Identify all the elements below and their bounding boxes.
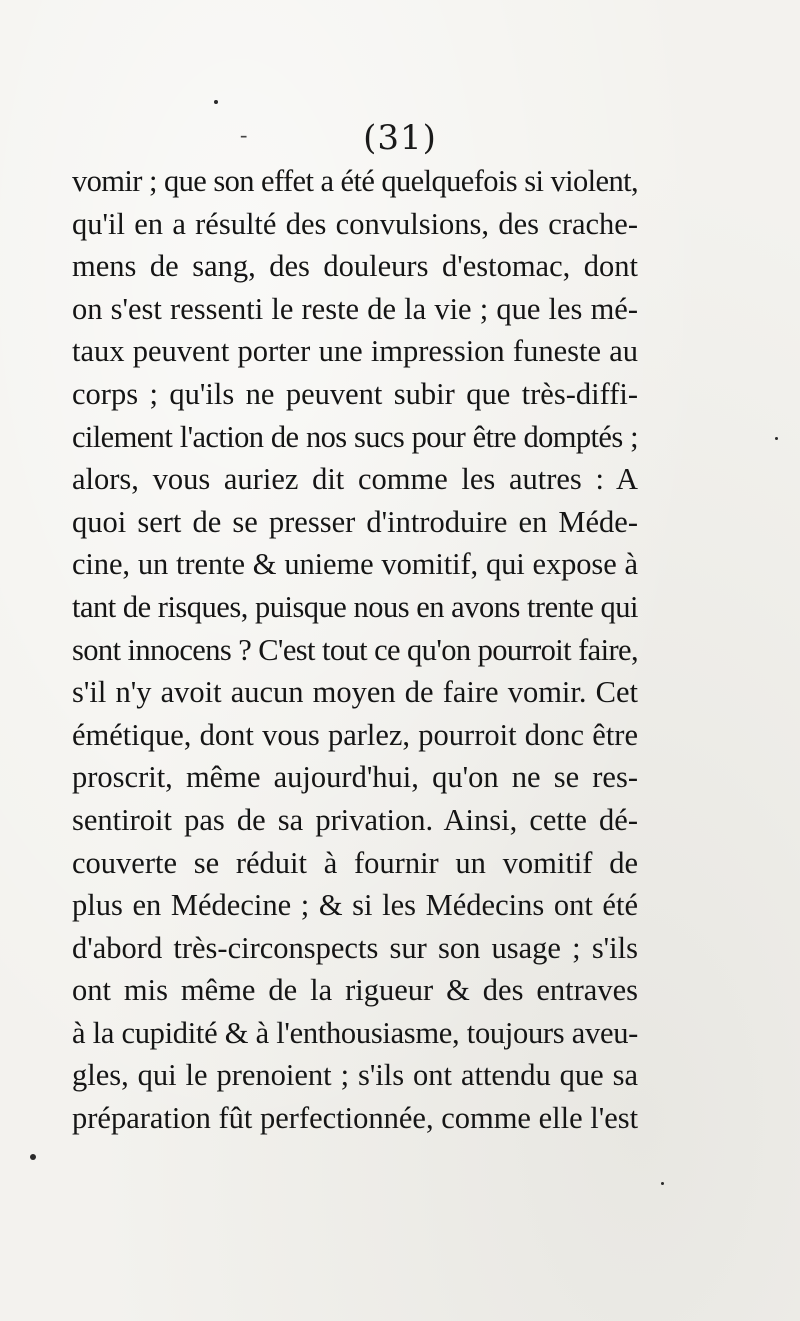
text-line: cine, un trente & unieme vomitif, qui expose à xyxy=(72,547,638,582)
ink-speck xyxy=(775,437,778,440)
folio-mark: - xyxy=(240,122,248,147)
text-line: on s'est ressenti le reste de la vie ; que les mé- xyxy=(72,291,638,326)
text-line: plus en Médecine ; & si les Médecins ont été xyxy=(72,888,638,923)
text-line: ont mis même de la rigueur & des entraves xyxy=(72,973,638,1008)
text-line: tant de risques, puisque nous en avons trente qui xyxy=(72,589,638,624)
text-line: d'abord très-circonspects sur son usage ; s'ils xyxy=(72,930,638,965)
text-line: gles, qui le prenoient ; s'ils ont attendu que sa xyxy=(72,1058,638,1093)
text-line: proscrit, même aujourd'hui, qu'on ne se res- xyxy=(72,760,638,795)
text-line: corps ; qu'ils ne peuvent subir que très-diffi- xyxy=(72,376,638,411)
text-line: mens de sang, des douleurs d'estomac, dont xyxy=(72,249,638,284)
text-line: couverte se réduit à fournir un vomitif de xyxy=(72,845,638,880)
text-line: à la cupidité & à l'enthousiasme, toujours aveu- xyxy=(72,1015,638,1050)
body-text xyxy=(72,160,638,1140)
text-line: sentiroit pas de sa privation. Ainsi, cette dé- xyxy=(72,802,638,837)
text-line: vomir ; que son effet a été quelquefois si violent, xyxy=(72,164,638,198)
ink-speck xyxy=(661,1182,664,1185)
text-line: sont innocens ? C'est tout ce qu'on pourroit faire, xyxy=(72,632,638,667)
text-line: taux peuvent porter une impression funeste au xyxy=(72,334,638,369)
text-line: alors, vous auriez dit comme les autres : A xyxy=(72,462,638,497)
ink-speck xyxy=(30,1154,36,1160)
text-line: s'il n'y avoit aucun moyen de faire vomir. Cet xyxy=(72,675,638,710)
text-line: émétique, dont vous parlez, pourroit donc être xyxy=(72,717,638,752)
text-line: quoi sert de se presser d'introduire en Méde- xyxy=(72,504,638,539)
text-line: qu'il en a résulté des convulsions, des crache- xyxy=(72,206,638,241)
text-line: cilement l'action de nos sucs pour être domptés ; xyxy=(72,419,638,454)
ink-speck xyxy=(214,100,218,104)
text-line: préparation fût perfectionnée, comme elle l'est xyxy=(72,1101,639,1136)
page-number: (31) xyxy=(363,118,437,158)
